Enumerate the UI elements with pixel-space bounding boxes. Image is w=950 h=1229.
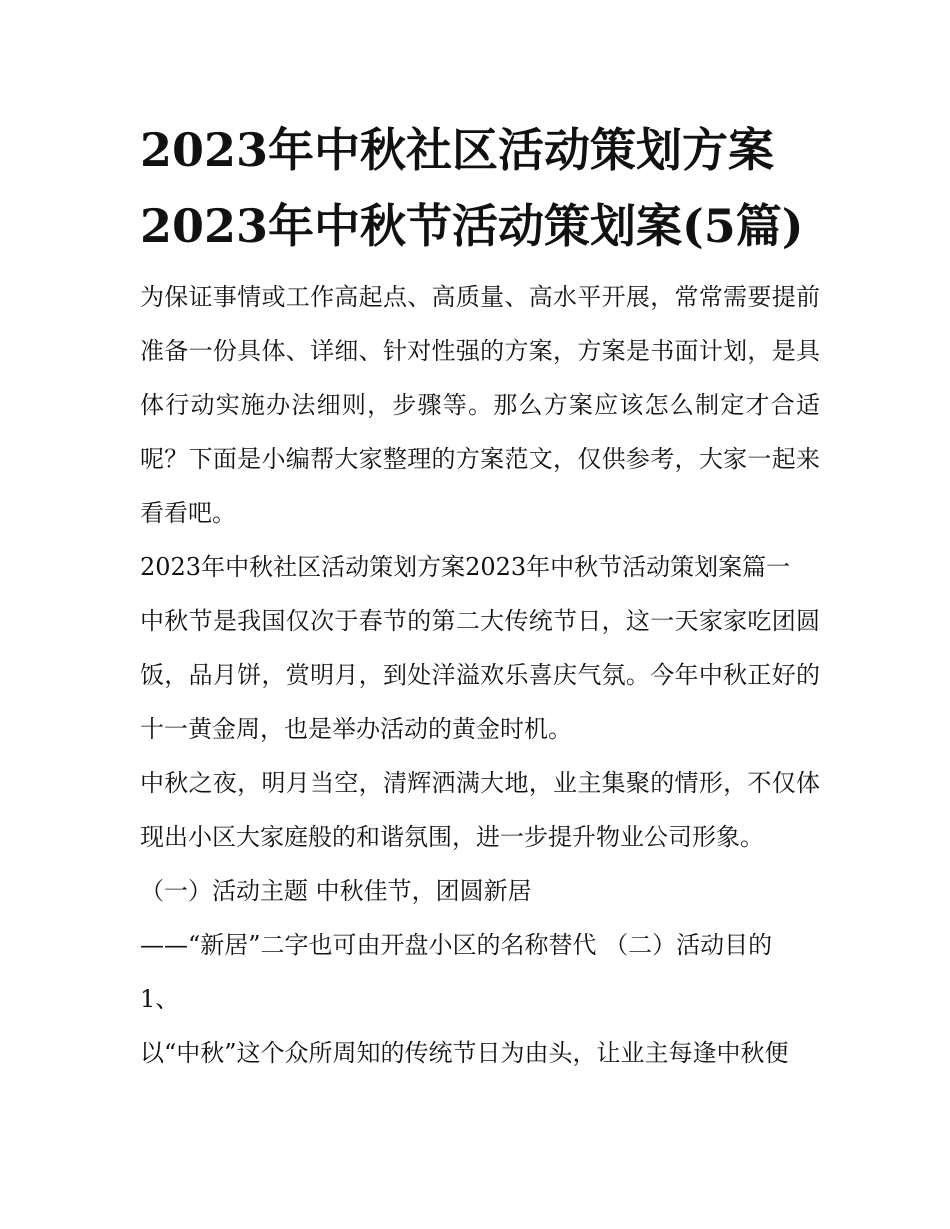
list-number: 1、 [140, 985, 180, 1013]
document-title: 2023年中秋社区活动策划方案2023年中秋节活动策划案(5篇) [140, 123, 804, 253]
body-paragraph: 中秋之夜，明月当空，清辉洒满大地，业主集聚的情形，不仅体现出小区大家庭般的和谐氛围，进一步提升物业公司形象。 [140, 769, 820, 851]
activity-purpose-line: ——“新居”二字也可由开盘小区的名称替代 （二）活动目的 [140, 931, 773, 959]
intro-paragraph: 为保证事情或工作高起点、高质量、高水平开展，常常需要提前准备一份具体、详细、针对性强的方案，方案是书面计划，是具体行动实施办法细则，步骤等。那么方案应该怎么制定才合适呢？下面是小编帮大家整理的方案范文，仅供参考，大家一起来看看吧。 [140, 283, 820, 527]
section-heading: 2023年中秋社区活动策划方案2023年中秋节活动策划案篇一 [140, 553, 791, 581]
activity-theme-line: （一）活动主题 中秋佳节，团圆新居 [140, 877, 532, 905]
body-paragraph: 中秋节是我国仅次于春节的第二大传统节日，这一天家家吃团圆饭，品月饼，赏明月，到处洋溢欢乐喜庆气氛。今年中秋正好的十一黄金周，也是举办活动的黄金时机。 [140, 607, 820, 743]
body-paragraph: 以“中秋”这个众所周知的传统节日为由头，让业主每逢中秋便 [140, 1039, 789, 1067]
document-body [140, 112, 820, 1080]
